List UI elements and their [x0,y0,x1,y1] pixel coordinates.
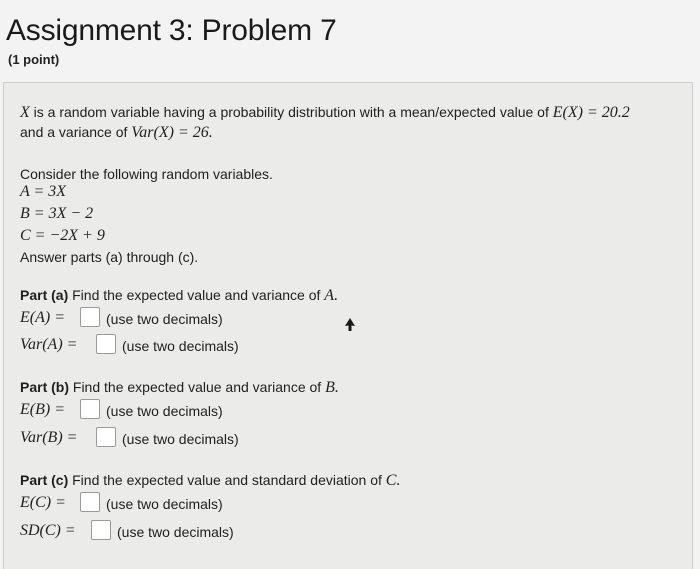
part-c-row1-hint: (use two decimals) [106,496,223,512]
part-c-row1-lhs: E(C) = [20,494,66,511]
definition-c: C = −2X + 9 [20,227,105,244]
part-b-row1-lhs: E(B) = [20,401,65,418]
part-c-prompt: Find the expected value and standard deviation of [68,472,386,488]
intro-variable: X [20,104,30,121]
definition-a: A = 3X [20,183,67,200]
answer-input-ec[interactable] [80,492,100,512]
part-a-prompt: Find the expected value and variance of [68,287,325,303]
intro-line-2 [20,123,213,142]
points-label: (1 point) [8,52,60,67]
definition-b: B = 3X − 2 [20,205,94,222]
part-c-heading [20,471,400,490]
intro-line-1 [20,103,630,122]
part-a-row1-lhs: E(A) = [20,309,65,326]
intro-text: is a random variable having a probability distribution with a mean/expected value of [29,104,553,120]
part-a-row2-hint: (use two decimals) [122,338,239,354]
part-c-label: Part (c) [20,472,69,488]
part-a-label: Part (a) [20,287,69,303]
page-title: Assignment 3: Problem 7 [6,14,337,47]
part-a-heading [20,286,338,305]
answer-input-sdc[interactable] [91,520,111,540]
variance-expression: Var(X) = 26. [131,124,213,141]
mouse-cursor-icon [343,317,357,333]
mean-expression: E(X) = 20.2 [552,104,630,121]
consider-text: Consider the following random variables. [20,166,273,182]
part-b-row2-lhs: Var(B) = [20,429,78,446]
part-c-variable: C. [385,472,401,489]
part-c-row2-lhs: SD(C) = [20,522,76,539]
part-b-row1-hint: (use two decimals) [106,403,223,419]
part-a-row1-hint: (use two decimals) [106,311,223,327]
part-a-row2-lhs: Var(A) = [20,336,78,353]
part-b-prompt: Find the expected value and variance of [69,379,326,395]
intro-text-2: and a variance of [20,124,132,140]
part-c-row2-hint: (use two decimals) [117,524,234,540]
part-b-label: Part (b) [20,379,69,395]
part-b-heading [20,378,339,397]
answer-parts-text: Answer parts (a) through (c). [20,249,199,265]
answer-input-eb[interactable] [80,399,100,419]
part-b-row2-hint: (use two decimals) [122,431,239,447]
part-a-variable: A. [324,287,339,304]
answer-input-varb[interactable] [96,427,116,447]
answer-input-ea[interactable] [80,307,100,327]
part-b-variable: B. [325,379,339,396]
answer-input-vara[interactable] [96,334,116,354]
